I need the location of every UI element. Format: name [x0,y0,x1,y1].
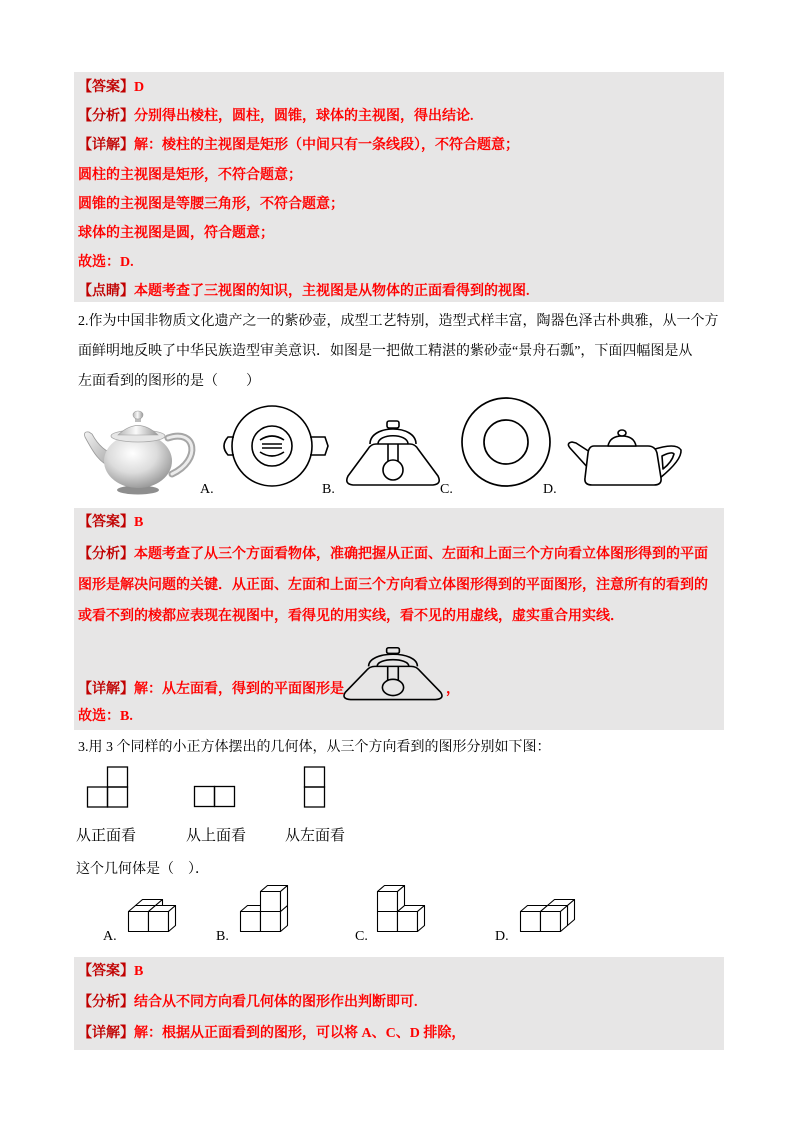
left-view-figure [303,766,327,808]
question-3-prompt: 这个几何体是（ ）． [76,862,209,877]
analysis-text: 结合从不同方向看几何体的图形作出判断即可. [134,995,418,1010]
cube-face [149,912,169,932]
detail-text: 解：根据从正面看到的图形，可以将 A、C、D 排除， [134,1026,466,1041]
answer-line [78,79,144,97]
cube-option-b-figure [239,884,289,933]
q3-solution-block [74,957,724,1050]
answer-text: D [134,80,145,95]
option-d-figure [562,420,684,488]
cube-option-d-figure [519,898,576,933]
cube-face [129,912,149,932]
detail-line [78,681,344,699]
analysis-line [78,546,708,564]
front-view-figure [86,766,130,808]
option-b-label: B. [322,482,335,497]
cube [378,886,405,912]
analysis-continuation: 图形是解决问题的关键．从正面、左面和上面三个方向看立体图形得到的平面图形，注意所有的看到的 [78,578,708,593]
analysis-continuation: 或看不到的棱都应表现在视图中，看得见的用实线，看不见的用虚线，虚实重合用实线． [78,609,624,624]
answer-label: 【答案】 [78,964,134,979]
comment-line [78,283,530,301]
option-c-label: C. [440,482,453,497]
question-2-line: 2.作为中国非物质文化遗产之一的紫砂壶，成型工艺特别，造型式样丰富，陶器色泽古朴典雅，从一个方 [78,314,719,329]
detail-label: 【详解】 [78,138,134,153]
option-a-label: A. [200,482,214,497]
answer-line [78,514,143,532]
left-view-label: 从左面看 [285,828,346,844]
analysis-label: 【分析】 [78,995,134,1010]
option-c-figure [458,396,554,490]
option-d-label: D. [495,929,509,944]
cube-face [378,912,398,932]
cube-face [521,912,541,932]
q1-solution-block [74,72,724,302]
option-b-figure [343,404,443,488]
comment-text: 本题考查了三视图的知识，主视图是从物体的正面看得到的视图. [134,284,530,299]
top-view-figure [193,785,237,808]
option-d-label: D. [543,482,557,497]
answer-line [78,963,143,981]
option-c-label: C. [355,929,368,944]
left-view-answer-figure [340,634,446,702]
cube-face [378,892,398,912]
detail-label: 【详解】 [78,682,134,697]
teapot-photo [80,404,198,498]
detail-continuation: 圆柱的主视图是矩形，不符合题意； [78,168,302,183]
cube-option-c-figure [376,884,426,933]
detail-text: 解：从左面看，得到的平面图形是 [134,682,344,697]
detail-line [78,137,519,155]
cube-face [541,912,561,932]
question-2-line: 面鲜明地反映了中华民族造型审美意识．如图是一把做工精湛的紫砂壶“景舟石瓢”，下面四幅图是从 [78,344,693,359]
detail-continuation: 球体的主视图是圆，符合题意； [78,226,274,241]
analysis-label: 【分析】 [78,547,134,562]
top-view-label: 从上面看 [186,828,247,844]
option-a-label: A. [103,929,117,944]
analysis-text: 本题考查了从三个方面看物体，准确把握从正面、左面和上面三个方向看立体图形得到的平面 [134,547,708,562]
cube [149,906,176,932]
cube [261,886,288,912]
q2-solution-block [74,508,724,730]
cube-face [398,912,418,932]
answer-label: 【答案】 [78,80,134,95]
analysis-text: 分别得出棱柱，圆柱，圆锥，球体的主视图，得出结论. [134,109,474,124]
cube [541,906,568,932]
detail-text: 解：棱柱的主视图是矩形（中间只有一条线段），不符合题意； [134,138,519,153]
option-b-label: B. [216,929,229,944]
conclusion-line: 故选：D. [78,255,134,270]
detail-continuation: 圆锥的主视图是等腰三角形，不符合题意； [78,197,344,212]
answer-text: B [134,964,144,979]
analysis-line [78,108,474,126]
cube-face [241,912,261,932]
conclusion-line: 故选：B. [78,709,133,724]
cube-face [261,892,281,912]
cube-face [261,912,281,932]
comment-label: 【点睛】 [78,284,134,299]
option-a-figure [218,402,332,490]
answer-text: B [134,515,144,530]
question-2-line: 左面看到的图形的是（ ） [78,374,260,389]
cube-option-a-figure [127,898,177,933]
question-3-intro: 3.用 3 个同样的小正方体摆出的几何体，从三个方向看到的图形分别如下图： [78,740,551,755]
detail-trailing-comma: ， [446,682,460,697]
detail-label: 【详解】 [78,1026,134,1041]
detail-line [78,1025,465,1043]
front-view-label: 从正面看 [76,828,137,844]
analysis-label: 【分析】 [78,109,134,124]
analysis-line [78,994,418,1012]
answer-label: 【答案】 [78,515,134,530]
cube [398,906,425,932]
